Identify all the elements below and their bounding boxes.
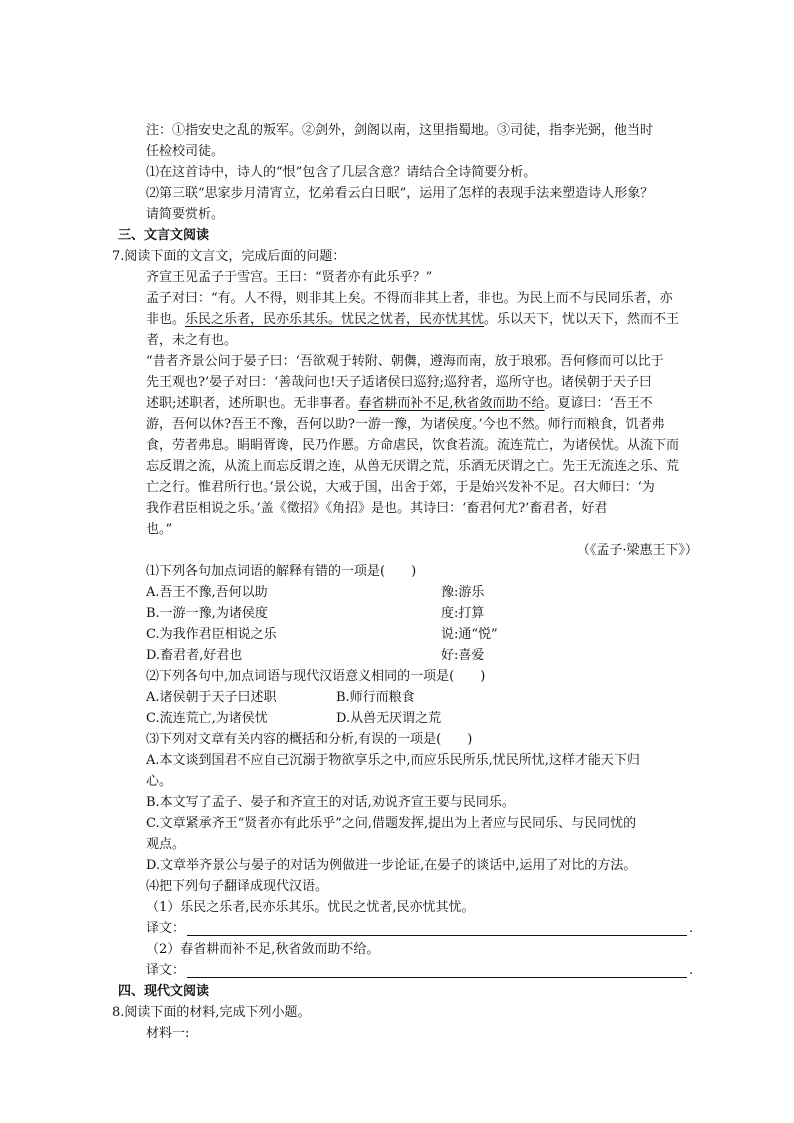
poem-question-1: ⑴在这首诗中，诗人的“恨”包含了几层含意？请结合全诗简要分析。 (146, 165, 537, 180)
passage-line (118, 393, 698, 414)
material-label: 材料一: (146, 1026, 190, 1041)
passage-text: 非也。 (146, 312, 186, 327)
option-text: C.文章紧承齐王“贤者亦有此乐乎”之问,借题发挥,提出为上者应与民同乐、与民同忧的 (146, 816, 637, 831)
option-row (118, 687, 698, 708)
option-text: D.文章举齐景公与晏子的对话为例做进一步论证,在晏子的谈话中,运用了对比的方法。 (146, 858, 637, 873)
option-text: B.师行而粮食 (336, 690, 415, 705)
passage-text: 。乐以天下，忧以天下，然而不王 (484, 312, 680, 327)
sub-question-stem: ⑵下列各句中,加点词语与现代汉语意义相同的一项是( ) (146, 669, 486, 684)
question-intro: 7.阅读下面的文言文，完成后面的问题： (112, 249, 346, 264)
option-text: D.从兽无厌谓之荒 (336, 711, 442, 726)
option-row (118, 708, 698, 729)
passage-source: （《孟子·梁惠王下》） (576, 543, 698, 558)
passage-line: 忘反谓之流，从流上而忘反谓之连，从兽无厌谓之荒，乐酒无厌谓之亡。先王无流连之乐、荒 (146, 459, 680, 474)
option-text: B.一游一豫,为诸侯度 (146, 606, 268, 621)
answer-blank[interactable] (187, 921, 687, 936)
sub-question-stem: ⑴下列各句加点词语的解释有错的一项是( ) (146, 564, 417, 579)
option-text: D.畜君者,好君也 (146, 648, 243, 663)
option-gloss: 度:打算 (441, 606, 485, 621)
passage-line: 食，劳者弗息。睊睊胥谗，民乃作慝。方命虐民，饮食若流。流连荒亡，为诸侯忧。从流下而 (146, 438, 680, 453)
option-text: C.流连荒亡,为诸侯忧 (146, 711, 268, 726)
option-gloss: 说:通“悦” (441, 627, 498, 642)
section-title: 三、文言文阅读 (118, 228, 210, 243)
passage-line: 也。” (146, 522, 173, 537)
passage-line: 我作君臣相说之乐。’盖《徵招》《角招》是也。其诗曰：‘畜君何尤?’畜君者，好君 (146, 501, 608, 516)
option-text: C.为我作君臣相说之乐 (146, 627, 277, 642)
translation-label: 译文： (146, 963, 186, 978)
passage-line: “昔者齐景公问于晏子曰：‘吾欲观于转附、朝儛，遵海而南，放于琅邪。吾何修而可以比于 (146, 354, 664, 369)
option-row (118, 645, 698, 666)
question-intro: 8.阅读下面的材料,完成下列小题。 (112, 1005, 311, 1020)
passage-line (118, 309, 698, 330)
option-row (118, 624, 698, 645)
option-text: 观点。 (146, 837, 186, 852)
translation-sentence: （2）春省耕而补不足,秋省敛而助不给。 (146, 942, 380, 957)
translation-sentence: （1）乐民之乐者,民亦乐其乐。忧民之忧者,民亦忧其忧。 (146, 900, 475, 915)
passage-line: 亡之行。惟君所行也。’景公说，大戒于国，出舍于郊，于是始兴发补不足。召大师曰：‘为 (146, 480, 655, 495)
poem-question-2-cont: 请简要赏析。 (146, 207, 225, 222)
poem-question-2: ⑵第三联“思家步月清宵立，忆弟看云白日眠”，运用了怎样的表现手法来塑造诗人形象？ (146, 186, 654, 201)
note-line: 任检校司徒。 (146, 144, 225, 159)
passage-line: 者，未之有也。 (146, 333, 238, 348)
passage-line: 齐宣王见孟子于雪宫。王曰：“贤者亦有此乐乎？” (146, 270, 433, 285)
option-text: A.本文谈到国君不应自己沉溺于物欲享乐之中,而应乐民所乐,忧民所忧,这样才能天下归 (146, 753, 640, 768)
line-end: . (689, 963, 694, 978)
sub-question-stem: ⑷把下列句子翻译成现代汉语。 (146, 879, 329, 894)
sub-question-stem: ⑶下列对文章有关内容的概括和分析,有误的一项是( ) (146, 732, 473, 747)
option-text: A.诸侯朝于天子曰述职 (146, 690, 277, 705)
translation-answer-row (118, 918, 698, 939)
line-end: . (689, 921, 694, 936)
option-text: A.吾王不豫,吾何以助 (146, 585, 268, 600)
passage-line: 游，吾何以休?吾王不豫，吾何以助?一游一豫，为诸侯度。’今也不然。师行而粮食，饥者弗 (146, 417, 665, 432)
passage-line: 先王观也?’晏子对曰：‘善哉问也!天子适诸侯曰巡狩;巡狩者，巡所守也。诸侯朝于天子曰 (146, 375, 652, 390)
underlined-sentence: 乐民之乐者，民亦乐其乐。忧民之忧者，民亦忧其忧 (185, 312, 485, 327)
translation-label: 译文： (146, 921, 186, 936)
passage-line: 孟子对曰：“有。人不得，则非其上矣。不得而非其上者，非也。为民上而不与民同乐者，亦 (146, 291, 673, 306)
option-text: B.本文写了孟子、晏子和齐宣王的对话,劝说齐宣王要与民同乐。 (146, 795, 515, 810)
option-text: 心。 (146, 774, 173, 789)
note-line: 注：①指安史之乱的叛军。②剑外，剑阁以南，这里指蜀地。③司徒，指李光弼，他当时 (146, 123, 654, 138)
option-row (118, 603, 698, 624)
option-row (118, 582, 698, 603)
option-gloss: 好:喜爱 (441, 648, 485, 663)
answer-blank[interactable] (187, 963, 687, 978)
passage-text: 述职;述职者，述所职也。无非事者。 (146, 396, 359, 411)
section-title: 四、现代文阅读 (118, 984, 210, 999)
translation-answer-row (118, 960, 698, 981)
document-content (112, 120, 698, 1044)
underlined-sentence: 春省耕而补不足,秋省敛而助不给 (358, 396, 545, 411)
passage-text: 。夏谚曰：‘吾王不 (544, 396, 653, 411)
option-gloss: 豫:游乐 (441, 585, 485, 600)
